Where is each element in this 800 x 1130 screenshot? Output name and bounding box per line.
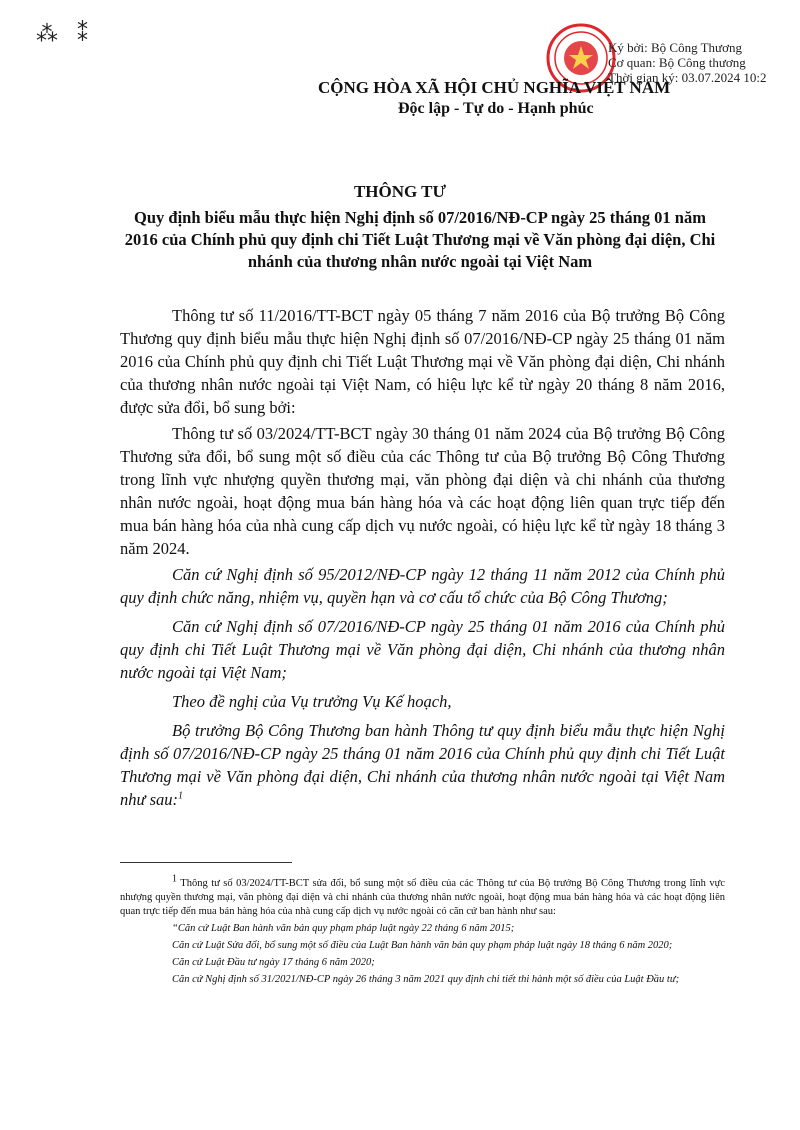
paragraph-legal-basis-2: Căn cứ Nghị định số 07/2016/NĐ-CP ngày 25 tháng 01 năm 2016 của Chính phủ quy định chi Tiết Luật Thương mại về Văn phòng đại diện, Chi nhánh của thương nhân nước ngoài tại Việt Nam; [120, 617, 725, 682]
signature-signer: Ký bởi: Bộ Công Thương [608, 40, 742, 55]
paragraph-amending-circular: Thông tư số 03/2024/TT-BCT ngày 30 tháng 01 năm 2024 của Bộ trưởng Bộ Công Thương sửa đổi, bổ sung một số điều của các Thông tư của Bộ trưởng Bộ Công Thương trong lĩnh vực nhượng quyền thương mại, văn phòng đại diện và chi nhánh của thương nhân nước ngoài, hoạt động mua bán hàng hóa và các hoạt động liên quan trực tiếp đến mua bán hàng hóa của nhà cung cấp dịch vụ nước ngoài, có hiệu lực kể từ ngày 18 tháng 3 năm 2024. [120, 424, 725, 558]
footnote-1 [120, 873, 725, 919]
document-title: Quy định biểu mẫu thực hiện Nghị định số 07/2016/NĐ-CP ngày 25 tháng 01 năm 2016 của Chính phủ quy định chi Tiết Luật Thương mại về Văn phòng đại diện, Chi nhánh của thương nhân nước ngoài tại Việt Nam [124, 208, 716, 271]
paragraph-amendment-history: Thông tư số 11/2016/TT-BCT ngày 05 tháng 7 năm 2016 của Bộ trưởng Bộ Công Thương quy định biểu mẫu thực hiện Nghị định số 07/2016/NĐ-CP ngày 25 tháng 01 năm 2016 của Chính phủ quy định chi Tiết Luật Thương mại về Văn phòng đại diện, Chi nhánh của thương nhân nước ngoài tại Việt Nam, có hiệu lực kể từ ngày 20 tháng 8 năm 2016, được sửa đổi, bổ sung bởi: [120, 306, 725, 417]
footnote-basis-1: “Căn cứ Luật Ban hành văn bản quy phạm pháp luật ngày 22 tháng 6 năm 2015; [172, 923, 515, 934]
promulgation-text: Bộ trưởng Bộ Công Thương ban hành Thông tư quy định biểu mẫu thực hiện Nghị định số 07/2016/NĐ-CP ngày 25 tháng 01 năm 2016 của Chính phủ quy định chi Tiết Luật Thương mại về Văn phòng đại diện, Chi nhánh của thương nhân nước ngoài tại Việt Nam như sau: [120, 721, 725, 809]
paragraph-promulgation [120, 719, 725, 811]
paragraph-legal-basis-1: Căn cứ Nghị định số 95/2012/NĐ-CP ngày 12 tháng 11 năm 2012 của Chính phủ quy định chức năng, nhiệm vụ, quyền hạn và cơ cấu tổ chức của Bộ Công Thương; [120, 565, 725, 607]
footnotes [120, 873, 725, 990]
document-type: THÔNG TƯ [353, 182, 447, 201]
footnote-1-text: Thông tư số 03/2024/TT-BCT sửa đổi, bổ sung một số điều của các Thông tư của Bộ trưởng Bộ Công Thương trong lĩnh vực nhượng quyền thương mại, văn phòng đại diện và chi nhánh của thương nhân nước ngoài, hoạt động mua bán hàng hóa và các hoạt động liên quan trực tiếp đến mua bán hàng hóa của nhà cung cấp dịch vụ nước ngoài có căn cứ ban hành như sau: [120, 878, 725, 917]
scan-artifact: ⁂ ⁑ [36, 22, 94, 47]
footnote-basis-4: Căn cứ Nghị định số 31/2021/NĐ-CP ngày 26 tháng 3 năm 2021 quy định chi tiết thi hành một số điều của Luật Đầu tư; [172, 974, 680, 985]
signature-agency: Cơ quan: Bộ Công thương [608, 55, 746, 70]
document-body [120, 304, 725, 817]
footnote-basis-2: Căn cứ Luật Sửa đổi, bổ sung một số điều của Luật Ban hành văn bản quy phạm pháp luật ngày 18 tháng 6 năm 2020; [172, 940, 673, 951]
signature-time: Thời gian ký: 03.07.2024 10:2 [608, 70, 767, 85]
footnote-basis-3: Căn cứ Luật Đầu tư ngày 17 tháng 6 năm 2020; [172, 957, 375, 968]
footnote-marker: 1 [172, 873, 177, 885]
national-motto: Độc lập - Tự do - Hạnh phúc [398, 100, 594, 117]
national-title: CỘNG HÒA XÃ HỘI CHỦ NGHĨA VIỆT NAM [318, 78, 671, 97]
footnote-divider [120, 862, 292, 863]
paragraph-proposal: Theo đề nghị của Vụ trưởng Vụ Kế hoạch, [172, 692, 452, 711]
footnote-reference[interactable]: 1 [178, 790, 184, 802]
